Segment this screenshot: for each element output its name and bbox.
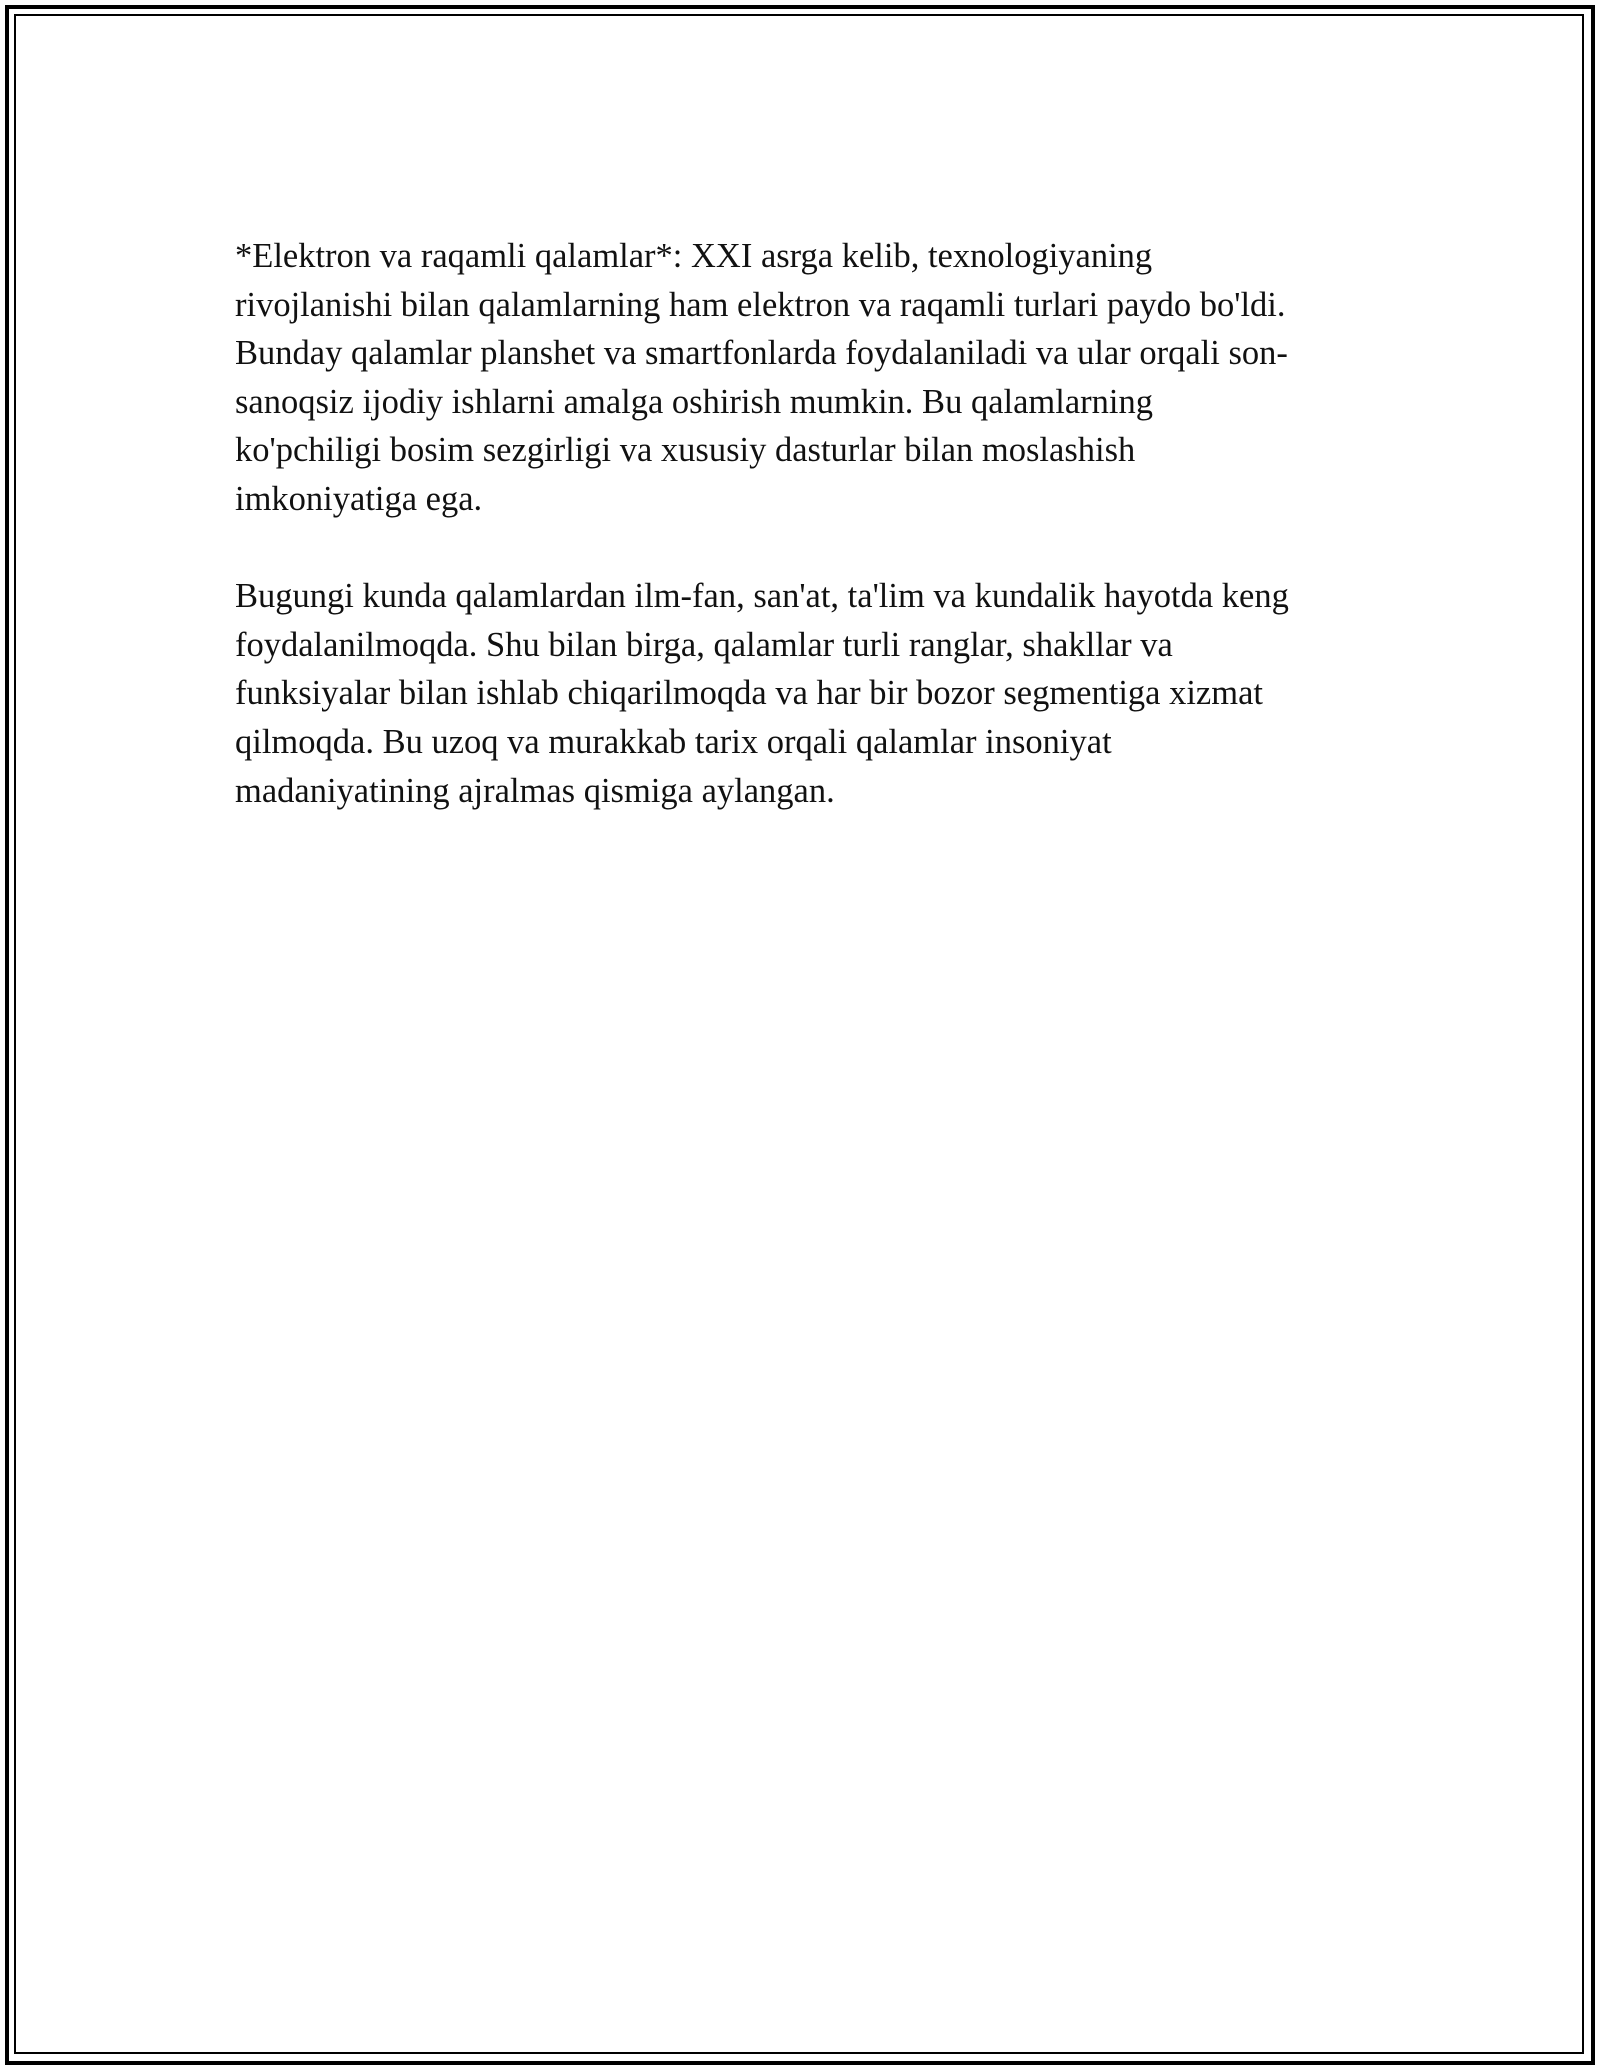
document-body xyxy=(235,232,1375,864)
text-line: imkoniyatiga ega. xyxy=(235,479,483,518)
text-line: qilmoqda. Bu uzoq va murakkab tarix orqali qalamlar insoniyat xyxy=(235,722,1112,761)
text-line: foydalanilmoqda. Shu bilan birga, qalamlar turli ranglar, shakllar va xyxy=(235,625,1173,664)
text-line: *Elektron va raqamli qalamlar*: XXI asrga kelib, texnologiyaning xyxy=(235,237,1153,275)
paragraph-electronic-pens xyxy=(235,232,1375,524)
text-line: sanoqsiz ijodiy ishlarni amalga oshirish mumkin. Bu qalamlarning xyxy=(235,382,1153,421)
text-line: rivojlanishi bilan qalamlarning ham elektron va raqamli turlari paydo bo'ldi. xyxy=(235,285,1286,324)
paragraph-modern-use xyxy=(235,572,1375,815)
text-line: madaniyatining ajralmas qismiga aylangan. xyxy=(235,771,835,810)
text-line: Bunday qalamlar planshet va smartfonlarda foydalaniladi va ular orqali son- xyxy=(235,334,1288,373)
text-line: Bugungi kunda qalamlardan ilm-fan, san'at, ta'lim va kundalik hayotda keng xyxy=(235,577,1289,616)
text-line: ko'pchiligi bosim sezgirligi va xususiy dasturlar bilan moslashish xyxy=(235,431,1136,470)
text-line: funksiyalar bilan ishlab chiqarilmoqda va har bir bozor segmentiga xizmat xyxy=(235,674,1263,713)
